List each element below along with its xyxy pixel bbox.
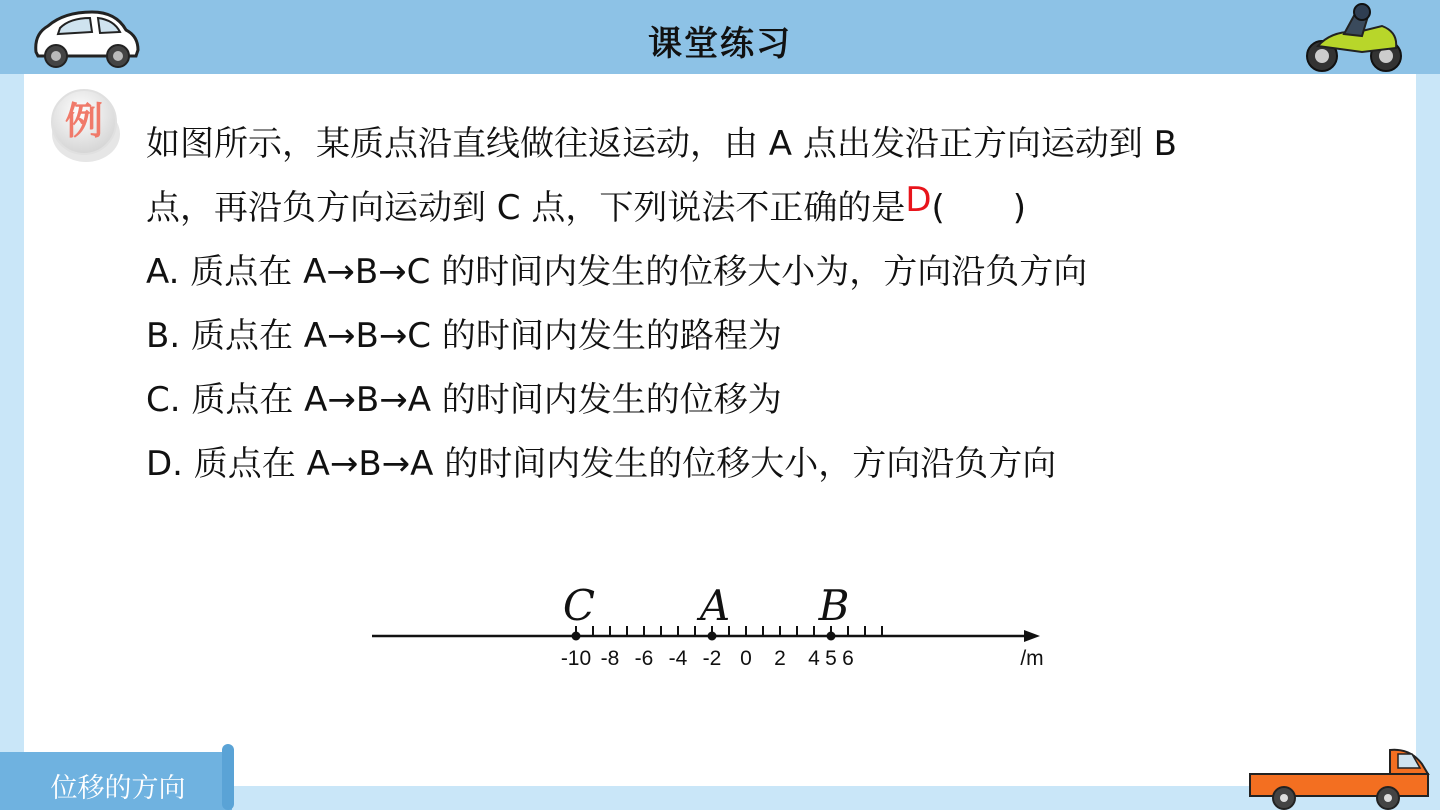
question-stem-line2-text: 点，再沿负方向运动到 C 点，下列说法不正确的是	[146, 188, 906, 228]
point-label-c: C	[562, 581, 596, 630]
axis-tick-label: 0	[740, 647, 752, 670]
example-badge	[46, 86, 124, 164]
page-title: 课堂练习	[648, 24, 792, 64]
truck-icon	[1240, 740, 1430, 810]
axis-unit-label: /m	[1020, 647, 1044, 670]
option-b: B. 质点在 A→B→C 的时间内发生的路程为	[146, 316, 782, 356]
answer-mark: D	[905, 180, 932, 220]
option-c: C. 质点在 A→B→A 的时间内发生的位移为	[146, 380, 782, 420]
question-block	[146, 112, 1346, 496]
point-marker-a	[708, 632, 717, 641]
topic-tag-label: 位移的方向	[50, 773, 186, 804]
axis-tick-label: -8	[600, 647, 620, 670]
motorcycle-icon	[1302, 2, 1406, 74]
axis-tick-label: 2	[774, 647, 786, 670]
axis-tick-label: -6	[634, 647, 654, 670]
option-a: A. 质点在 A→B→C 的时间内发生的位移大小为，方向沿负方向	[146, 252, 1088, 292]
question-stem-line2	[146, 176, 1346, 240]
point-label-b: B	[818, 581, 850, 630]
axis-points	[563, 581, 850, 641]
answer-bracket: ( )	[931, 188, 1027, 228]
axis-tick-label: -10	[560, 647, 592, 670]
option-d: D. 质点在 A→B→A 的时间内发生的位移大小，方向沿负方向	[146, 444, 1057, 484]
axis-arrow	[1024, 630, 1040, 642]
question-stem-line1: 如图所示，某质点沿直线做往返运动，由 A 点出发沿正方向运动到 B	[146, 124, 1178, 164]
axis-tick-label: 6	[842, 647, 854, 670]
number-line-diagram	[360, 570, 1060, 680]
axis-tick-labels	[561, 647, 854, 670]
axis-tick-label: 4	[808, 647, 820, 670]
point-marker-b	[827, 632, 836, 641]
car-icon	[30, 4, 142, 70]
axis-tick-label: 5	[825, 647, 837, 670]
axis-tick-label: -4	[668, 647, 688, 670]
point-label-a: A	[699, 581, 731, 630]
axis-tick-label: -2	[702, 647, 722, 670]
point-marker-c	[572, 632, 581, 641]
badge-label: 例	[64, 98, 104, 143]
